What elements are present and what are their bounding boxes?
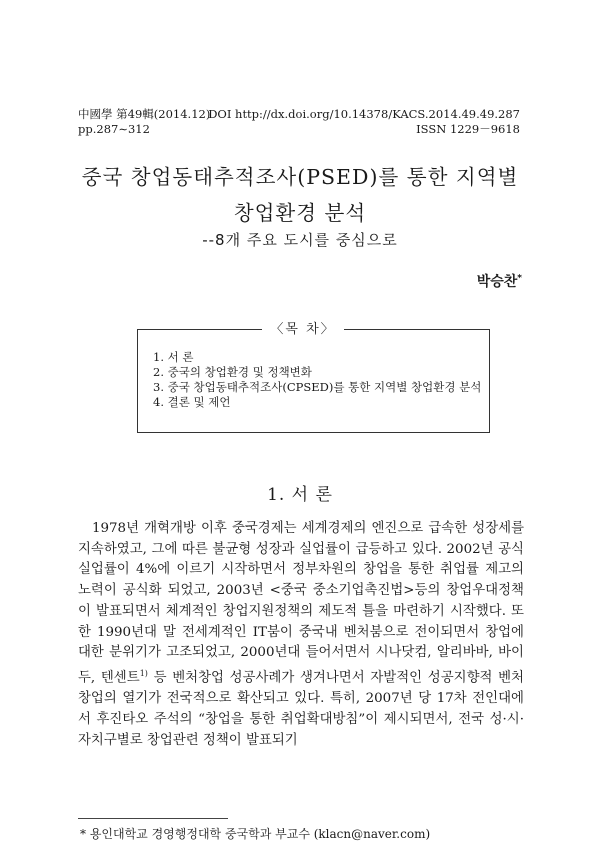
toc-item[interactable] bbox=[140, 380, 488, 395]
paragraph-text-part2: 등 벤처창업 성공사례가 생겨나면서 자발적인 성공지향적 벤처창업의 열기가 전국적으로 확산되고 있다. 특히, 2007년 당 17차 전인대에서 후진타오 주석의 “창업을 통한 취업확대방침”이 제시되면서, 전국 성·시·자치구별로 창업관련 정책이 발표되기 bbox=[78, 670, 524, 748]
author-name: 박승찬 bbox=[476, 274, 518, 290]
doi-link[interactable]: DOI http://dx.doi.org/10.14378/KACS.2014.49.49.287 bbox=[208, 107, 520, 121]
page-range: pp.287∼312 bbox=[78, 122, 150, 136]
paragraph-text-part1: 1978년 개혁개방 이후 중국경제는 세계경제의 엔진으로 급속한 성장세를 지속하였고, 그에 따른 불균형 성장과 실업률이 급등하고 있다. 2002년 공식실업률이 4%에 이르기 시작하면서 정부차원의 창업을 통한 취업률 제고의 노력이 공식화 되었고, 2003년 <중국 중소기업촉진법>등의 창업우대정책이 발표되면서 체계적인 창업지원정책의 제도적 틀을 마련하기 시작했다. 또한 1990년대 말 전세계적인 IT붐이 중국내 벤처붐으로 전이되면서 창업에 대한 분위기가 고조되었고, 2000년대 들어서면서 시나닷컴, 알리바바, 바이두, 텐센트 bbox=[78, 521, 524, 686]
toc-title: 〈목 차〉 bbox=[262, 318, 344, 337]
journal-name: 中國學 第49輯(2014.12) bbox=[78, 107, 211, 121]
footnote-divider bbox=[78, 818, 228, 819]
toc-list bbox=[140, 350, 488, 410]
toc-item[interactable]: 1. 서 론 bbox=[153, 350, 194, 364]
footnote-ref[interactable]: 1) bbox=[139, 668, 148, 678]
paper-title-line1: 중국 창업동태추적조사(PSED)를 통한 지역별 bbox=[81, 165, 519, 189]
paper-subtitle: --8개 주요 도시를 중심으로 bbox=[202, 231, 398, 249]
author-footnote: * 용인대학교 경영행정대학 중국학과 부교수 (klacn@naver.com) bbox=[80, 827, 431, 841]
doi-header bbox=[208, 107, 520, 137]
issn: ISSN 1229－9618 bbox=[416, 122, 520, 136]
author-footnote-mark: * bbox=[517, 273, 522, 284]
author bbox=[477, 271, 522, 291]
paper-title-line2: 창업환경 분석 bbox=[233, 201, 367, 225]
toc-item[interactable]: 2. 중국의 창업환경 및 정책변화 bbox=[153, 365, 312, 379]
body-text bbox=[78, 519, 524, 751]
toc-item[interactable]: 4. 결론 및 제언 bbox=[153, 395, 231, 409]
toc-item-label: 3. 중국 창업동태추적조사(CPSED)를 통한 지역별 창업환경 분석 bbox=[153, 380, 482, 394]
journal-header bbox=[78, 107, 210, 137]
paragraph bbox=[78, 519, 524, 751]
section-heading: 1. 서 론 bbox=[267, 485, 333, 505]
